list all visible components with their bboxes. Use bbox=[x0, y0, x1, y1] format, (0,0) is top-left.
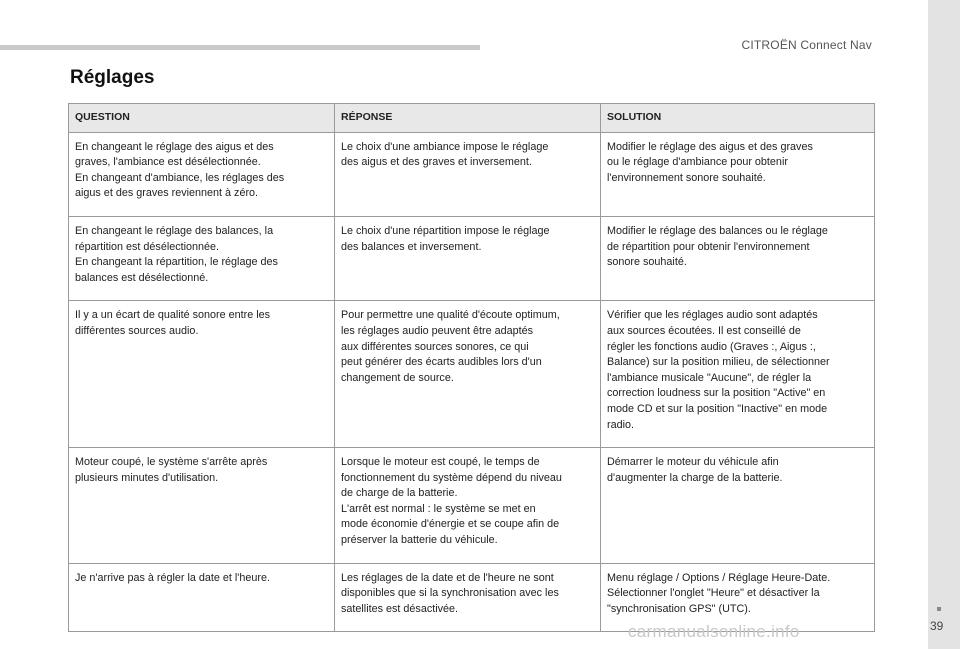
troubleshooting-table bbox=[68, 103, 875, 632]
solution-cell: Menu réglage / Options / Réglage Heure-Date. Sélectionner l'onglet "Heure" et désactiver la "synchronisation GPS" (UTC). bbox=[601, 563, 875, 632]
solution-cell: Démarrer le moteur du véhicule afin d'augmenter la charge de la batterie. bbox=[601, 448, 875, 564]
right-margin-strip bbox=[928, 0, 960, 649]
solution-cell: Modifier le réglage des aigus et des graves ou le réglage d'ambiance pour obtenir l'environnement sonore souhaité. bbox=[601, 132, 875, 216]
table-row bbox=[69, 448, 875, 564]
table-row bbox=[69, 301, 875, 448]
question-cell: Je n'arrive pas à régler la date et l'heure. bbox=[69, 563, 335, 632]
column-header-question: QUESTION bbox=[69, 104, 335, 133]
question-cell: Moteur coupé, le système s'arrête après plusieurs minutes d'utilisation. bbox=[69, 448, 335, 564]
column-header-answer: RÉPONSE bbox=[335, 104, 601, 133]
page-heading: Réglages bbox=[70, 67, 155, 88]
column-header-solution: SOLUTION bbox=[601, 104, 875, 133]
table-row bbox=[69, 132, 875, 216]
header-rule bbox=[0, 45, 480, 50]
solution-cell: Modifier le réglage des balances ou le réglage de répartition pour obtenir l'environnement sonore souhaité. bbox=[601, 216, 875, 300]
page-bullet bbox=[937, 607, 941, 611]
answer-cell: Pour permettre une qualité d'écoute optimum, les réglages audio peuvent être adaptés aux différentes sources sonores, ce qui peut générer des écarts audibles lors d'un changement de source. bbox=[335, 301, 601, 448]
answer-cell: Les réglages de la date et de l'heure ne sont disponibles que si la synchronisation avec les satellites est désactivée. bbox=[335, 563, 601, 632]
table-header-row bbox=[69, 104, 875, 133]
answer-cell: Le choix d'une répartition impose le réglage des balances et inversement. bbox=[335, 216, 601, 300]
question-cell: En changeant le réglage des balances, la répartition est désélectionnée. En changeant la répartition, le réglage des balances est désélectionné. bbox=[69, 216, 335, 300]
answer-cell: Lorsque le moteur est coupé, le temps de fonctionnement du système dépend du niveau de charge de la batterie. L'arrêt est normal : le système se met en mode économie d'énergie et se coupe afin de préserver la batterie du véhicule. bbox=[335, 448, 601, 564]
page-number: 39 bbox=[930, 619, 944, 633]
manual-title: CITROËN Connect Nav bbox=[741, 38, 872, 52]
answer-cell: Le choix d'une ambiance impose le réglage des aigus et des graves et inversement. bbox=[335, 132, 601, 216]
question-cell: Il y a un écart de qualité sonore entre les différentes sources audio. bbox=[69, 301, 335, 448]
table-row bbox=[69, 216, 875, 300]
question-cell: En changeant le réglage des aigus et des graves, l'ambiance est désélectionnée. En changeant d'ambiance, les réglages des aigus et des graves reviennent à zéro. bbox=[69, 132, 335, 216]
solution-cell: Vérifier que les réglages audio sont adaptés aux sources écoutées. Il est conseillé de régler les fonctions audio (Graves :, Aigus :, Balance) sur la position milieu, de sélectionner l'ambiance musicale "Aucune", de régler la correction loudness sur la position "Active" en mode CD et sur la position "Inactive" en mode radio. bbox=[601, 301, 875, 448]
watermark-text: carmanualsonline.info bbox=[628, 622, 800, 641]
